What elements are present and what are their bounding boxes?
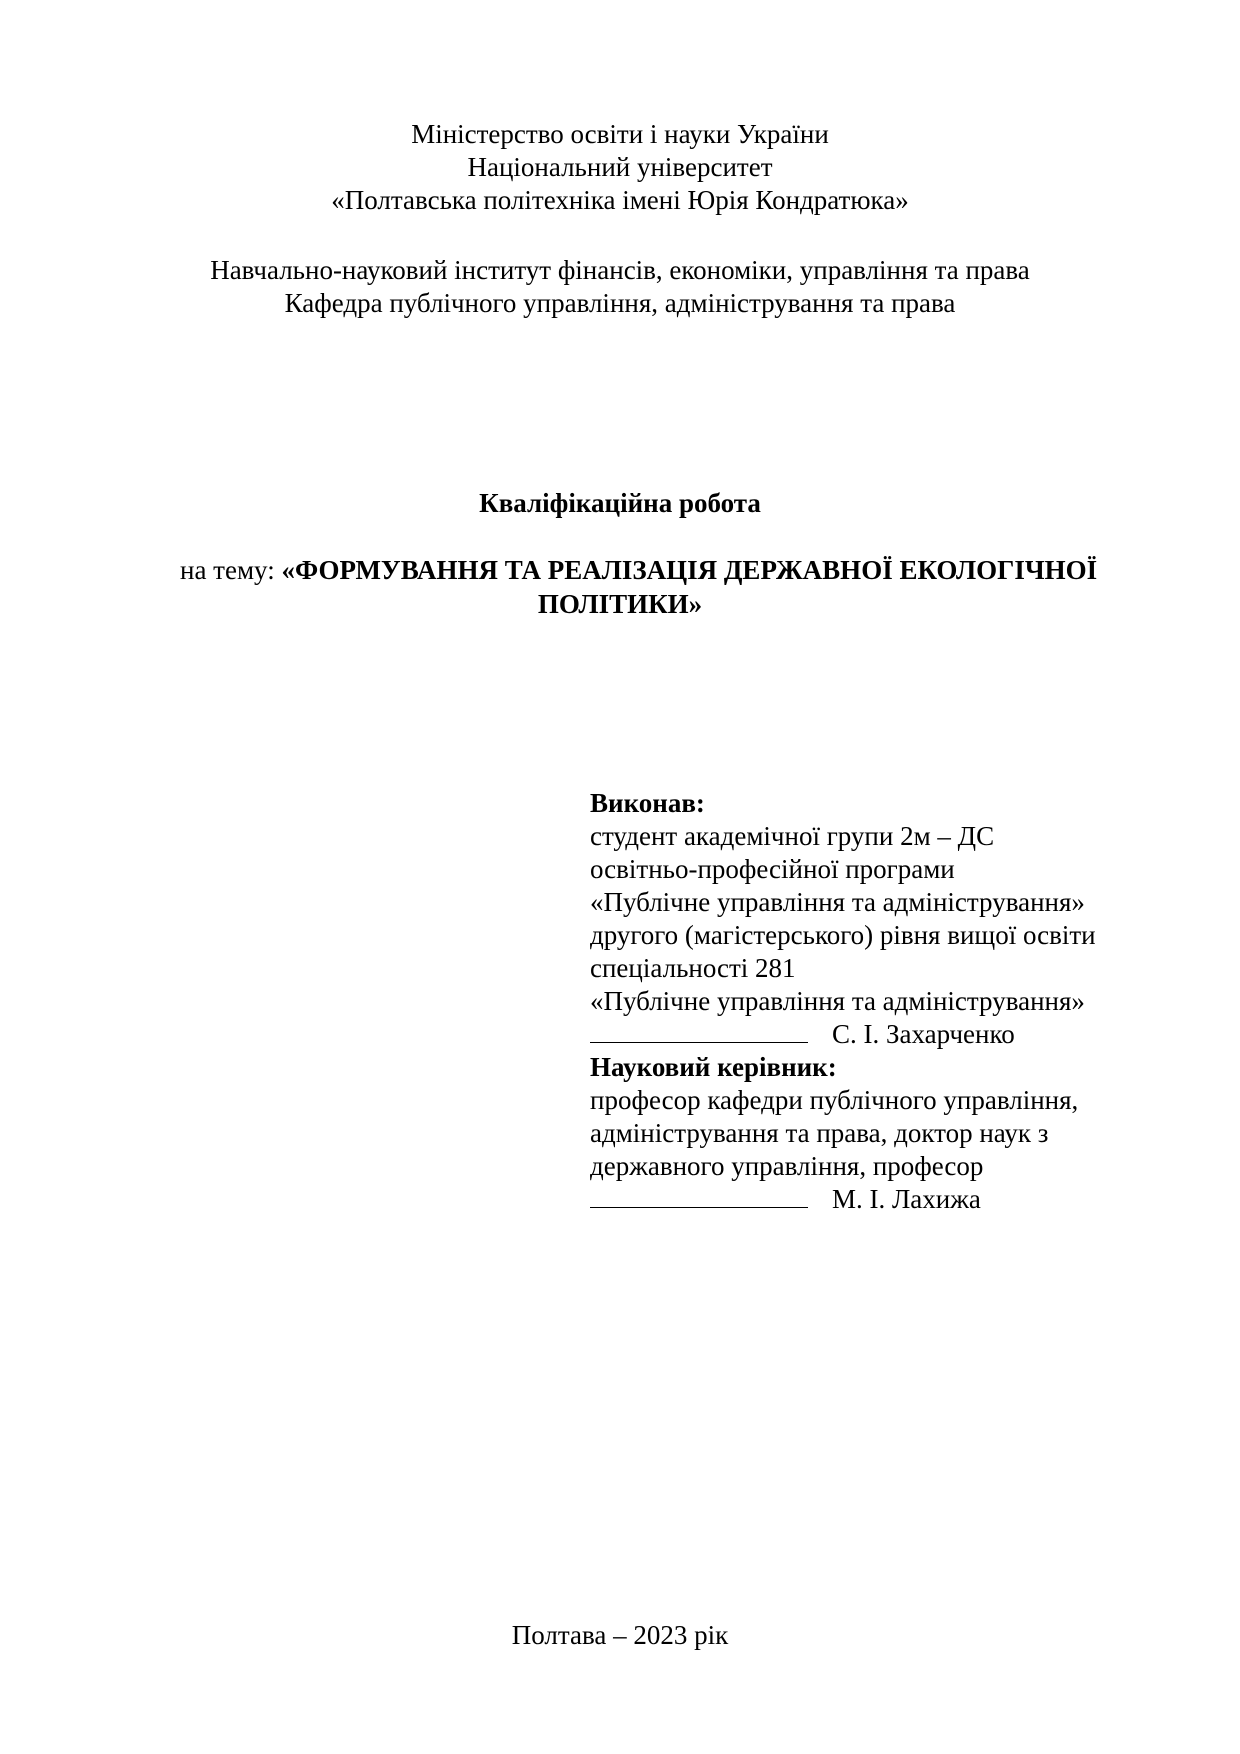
university-name-line2: «Полтавська політехніка імені Юрія Кондратюка» (331, 185, 909, 215)
author-info-line5: спеціальності 281 (590, 953, 796, 983)
place-year: Полтава – 2023 рік (511, 1620, 729, 1650)
topic-title-part1: «ФОРМУВАННЯ ТА РЕАЛІЗАЦІЯ ДЕРЖАВНОЇ ЕКОЛОГІЧНОЇ (281, 555, 1098, 585)
supervisor-signature-line (590, 1185, 808, 1208)
topic-title-part2: ПОЛІТИКИ» (537, 589, 703, 619)
author-info-line4: другого (магістерського) рівня вищої освіти (590, 920, 1096, 950)
supervisor-info-line2: адміністрування та права, доктор наук з (590, 1118, 1049, 1148)
author-signature-line (590, 1020, 808, 1043)
supervisor-info-line3: державного управління, професор (590, 1151, 984, 1181)
institute-name: Навчально-науковий інститут фінансів, економіки, управління та права (210, 255, 1030, 285)
author-info-line1: студент академічної групи 2м – ДС (590, 821, 995, 851)
topic-line-1 (180, 554, 1097, 587)
signature-block (590, 787, 1190, 1216)
author-label: Виконав: (590, 788, 705, 818)
chair-name: Кафедра публічного управління, адміністрування та права (284, 288, 956, 318)
department-block (0, 254, 1240, 320)
supervisor-signature-row (590, 1183, 1190, 1216)
author-signature-row (590, 1018, 1190, 1051)
supervisor-label: Науковий керівник: (590, 1052, 837, 1082)
author-info-line2: освітньо-професійної програми (590, 854, 955, 884)
author-info-line6: «Публічне управління та адміністрування» (590, 986, 1085, 1016)
header-block (0, 118, 1240, 217)
work-type-title: Кваліфікаційна робота (479, 488, 761, 518)
author-info-line3: «Публічне управління та адміністрування» (590, 887, 1085, 917)
supervisor-name: М. І. Лахижа (832, 1184, 981, 1214)
author-name: С. І. Захарченко (832, 1019, 1015, 1049)
supervisor-info-line1: професор кафедри публічного управління, (590, 1085, 1079, 1115)
topic-prefix: на тему: (180, 555, 282, 585)
university-name-line1: Національний університет (467, 152, 773, 182)
ministry-name: Міністерство освіти і науки України (411, 119, 829, 149)
